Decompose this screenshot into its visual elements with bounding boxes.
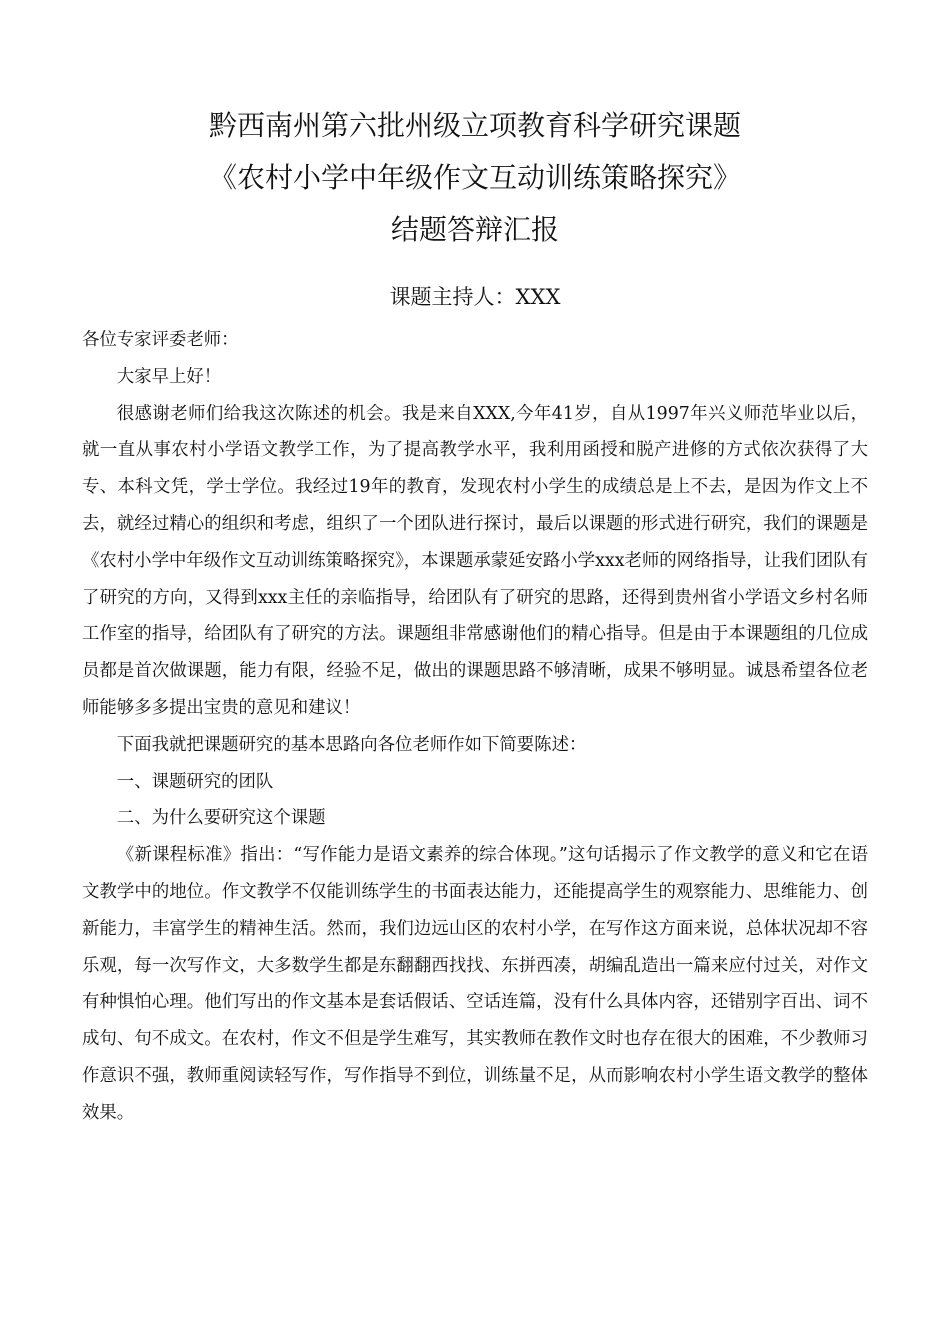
paragraph-reason: 《新课程标准》指出：“写作能力是语文素养的综合体现。”这句话揭示了作文教学的意义和它在语文教学中的地位。作文教学不仅能训练学生的书面表达能力，还能提高学生的观察能力、思维能力、创新能力，丰富学生的精神生活。然而，我们边远山区的农村小学，在写作这方面来说，总体状况却不容乐观，每一次写作文，大多数学生都是东翻翻西找找、东拼西凑，胡编乱造出一篇来应付过关，对作文有种惧怕心理。他们写出的作文基本是套话假话、空话连篇，没有什么具体内容，还错别字百出、词不成句、句不成文。在农村，作文不但是学生难写，其实教师在教作文时也存在很大的困难，不少教师习作意识不强，教师重阅读轻写作，写作指导不到位，训练量不足，从而影响农村小学生语文教学的整体效果。: [82, 845, 868, 1123]
greeting: 大家早上好！: [116, 366, 222, 387]
paragraph-intro: 很感谢老师们给我这次陈述的机会。我是来自XXX,今年41岁，自从1997年兴义师范毕业以后，就一直从事农村小学语文教学工作，为了提高教学水平，我利用函授和脱产进修的方式依次获得了大专、本科文凭，学士学位。我经过19年的教育，发现农村小学生的成绩总是上不去，是因为作文上不去，就经过精心的组织和考虑，组织了一个团队进行探讨，最后以课题的形式进行研究，我们的课题是《农村小学中年级作文互动训练策略探究》，本课题承蒙延安路小学xxx老师的网络指导，让我们团队有了研究的方向，又得到xxx主任的亲临指导，给团队有了研究的思路，还得到贵州省小学语文乡村名师工作室的指导，给团队有了研究的方法。课题组非常感谢他们的精心指导。但是由于本课题组的几位成员都是首次做课题，能力有限，经验不足，做出的课题思路不够清晰，成果不够明显。诚恳希望各位老师能够多多提出宝贵的意见和建议！: [82, 403, 868, 718]
section-heading-2: 二、为什么要研究这个课题: [116, 808, 326, 829]
salutation: 各位专家评委老师：: [82, 330, 239, 350]
title-line-1: 黔西南州第六批州级立项教育科学研究课题: [208, 109, 741, 142]
paragraph-outline: 下面我就把课题研究的基本思路向各位老师作如下简要陈述：: [116, 734, 587, 755]
document-body: [82, 322, 868, 1132]
title-line-2: 《农村小学中年级作文互动训练策略探究》: [208, 161, 741, 194]
title-line-3: 结题答辩汇报: [390, 213, 559, 246]
host-line: 课题主持人：XXX: [389, 285, 561, 309]
section-heading-1: 一、课题研究的团队: [116, 771, 274, 792]
